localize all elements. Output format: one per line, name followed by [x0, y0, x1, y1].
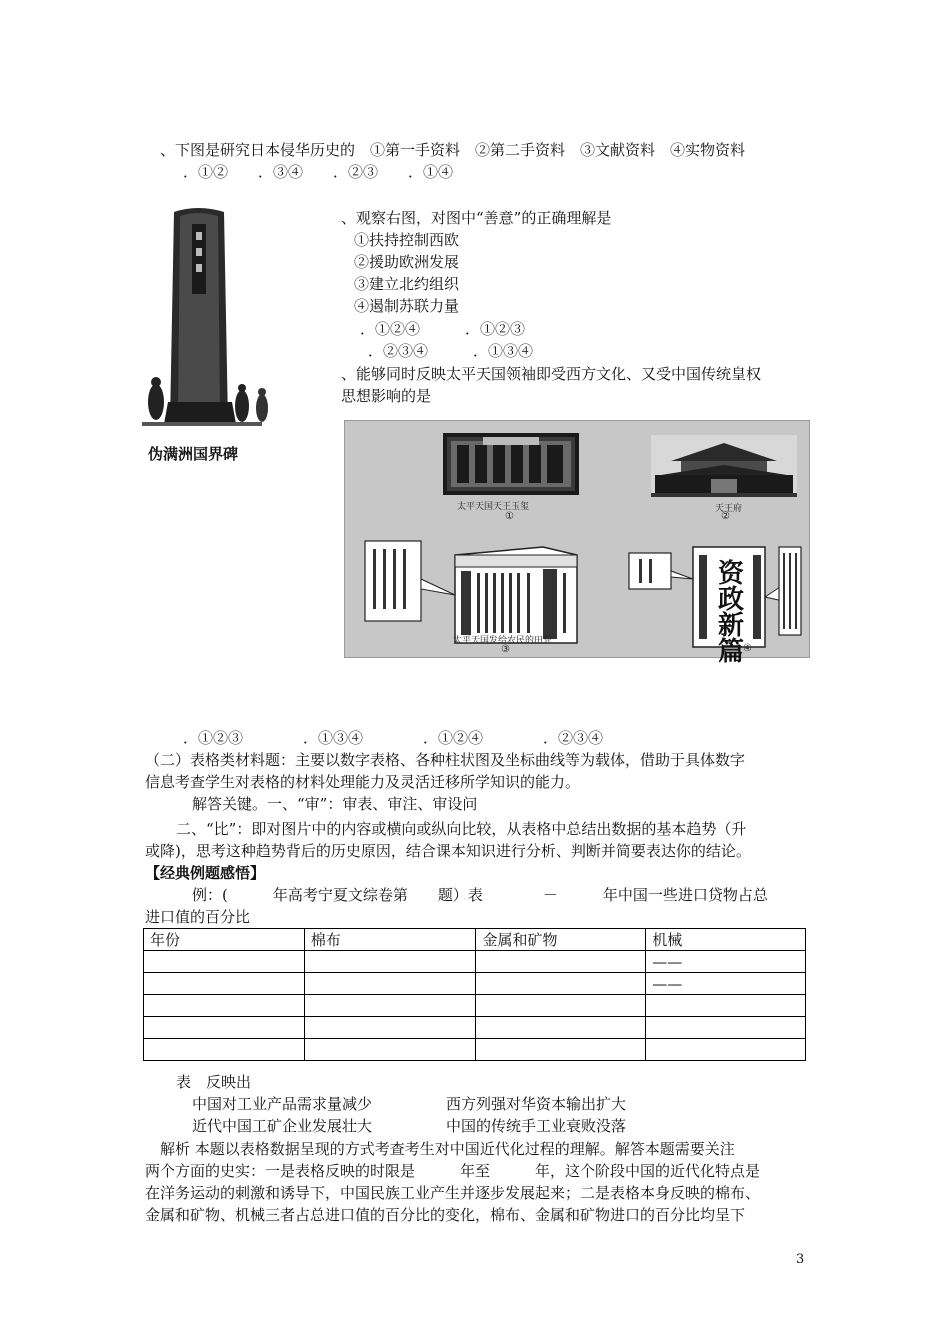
reflect-option-c: 近代中国工矿企业发展壮大 — [192, 1117, 373, 1135]
palace-image — [651, 435, 797, 497]
table-row — [144, 973, 806, 995]
analysis-line4: 金属和矿物、机械三者占总进口值的百分比的变化，棉布、金属和矿物进口的百分比均呈下 — [145, 1206, 746, 1224]
table-cell — [646, 995, 806, 1017]
image-num-3: ③ — [501, 644, 510, 655]
example-line1: 例：( 年高考宁夏文综卷第 题）表 － 年中国一些进口贷物占总 — [192, 886, 768, 904]
certificate-caption: 太平天国发给农民的田凭 — [453, 636, 553, 646]
analysis-line1: 解析 本题以表格数据呈现的方式考查考生对中国近代化过程的理解。解答本题需要关注 — [160, 1140, 735, 1158]
q2-options-row1: ．①②④ ．①②③ — [360, 320, 526, 338]
reflect-option-b: 西方列强对华资本输出扩大 — [446, 1095, 627, 1113]
q2-options-row2: ．②③④ ．①③④ — [368, 342, 534, 360]
table-cell — [144, 973, 305, 995]
zizheng-xinpian-title: 资政新篇 — [717, 559, 744, 667]
seal-image — [443, 433, 579, 495]
monument-photo — [112, 202, 287, 437]
q2-item-3: ③建立北约组织 — [354, 275, 460, 293]
table-cell: —— — [646, 973, 806, 995]
table-cell — [304, 995, 476, 1017]
q3-options: ．①②③ ．①③④ ．①②④ ．②③④ — [183, 729, 604, 747]
q3-stem-line2: 思想影响的是 — [341, 387, 432, 405]
q2-item-1: ①扶持控制西欧 — [354, 231, 460, 249]
reflect-title: 表 反映出 — [176, 1073, 252, 1091]
image-num-2: ② — [721, 511, 730, 522]
table-cell — [144, 995, 305, 1017]
reflect-option-a: 中国对工业产品需求量减少 — [192, 1095, 373, 1113]
reflect-option-d: 中国的传统手工业衰败没落 — [446, 1117, 627, 1135]
monument-caption: 伪满洲国界碑 — [148, 445, 239, 463]
q3-stem-line1: 、能够同时反映太平天国领袖即受西方文化、又受中国传统皇权 — [341, 365, 762, 383]
page-number: 3 — [796, 1252, 805, 1267]
table-cell — [144, 1039, 305, 1061]
analysis-line2: 两个方面的史实：一是表格反映的时限是 年至 年，这个阶段中国的近代化特点是 — [145, 1162, 761, 1180]
table-cell — [476, 973, 646, 995]
table-cell — [646, 1017, 806, 1039]
table-cell — [304, 1039, 476, 1061]
table-cell — [476, 1017, 646, 1039]
table-header-row — [144, 929, 806, 951]
table-cell — [144, 951, 305, 973]
table-cell — [304, 973, 476, 995]
palace-caption: 天王府 — [715, 504, 743, 514]
taiping-images-panel — [344, 420, 810, 667]
q2-stem: 、观察右图，对图中“善意”的正确理解是 — [341, 209, 612, 227]
table-cell: —— — [646, 951, 806, 973]
table-row — [144, 951, 806, 973]
key-point-2-line1: 二、“比”：即对图片中的内容或横向或纵向比较，从表格中总结出数据的基本趋势（升 — [176, 820, 747, 838]
q2-item-4: ④遏制苏联力量 — [354, 297, 460, 315]
table-cell — [646, 1039, 806, 1061]
q2-item-2: ②援助欧洲发展 — [354, 253, 460, 271]
q1-stem: 、下图是研究日本侵华历史的 ①第一手资料 ②第二手资料 ③文献资料 ④实物资料 — [160, 141, 746, 159]
key-point-1: 解答关键。一、“审”：审表、审注、审设问 — [192, 795, 478, 813]
analysis-line3: 在洋务运动的刺激和诱导下，中国民族工业产生并逐步发展起来；二是表格本身反映的棉布、 — [145, 1184, 761, 1202]
table-cell — [144, 1017, 305, 1039]
table-header-cotton: 棉布 — [304, 929, 476, 951]
section2-line2: 信息考查学生对表格的材料处理能力及灵活迁移所学知识的能力。 — [145, 773, 581, 791]
table-row — [144, 1039, 806, 1061]
table-cell — [476, 995, 646, 1017]
table-cell — [476, 1039, 646, 1061]
table-row — [144, 1017, 806, 1039]
table-header-machinery: 机械 — [646, 929, 806, 951]
table-header-metals: 金属和矿物 — [476, 929, 646, 951]
table-header-year: 年份 — [144, 929, 305, 951]
table-cell — [304, 951, 476, 973]
section2-line1: （二）表格类材料题：主要以数字表格、各种柱状图及坐标曲线等为载体，借助于具体数字 — [145, 751, 746, 769]
table-row — [144, 995, 806, 1017]
image-num-4: ④ — [743, 643, 752, 654]
table-cell — [304, 1017, 476, 1039]
q1-options: ．①② ．③④ ．②③ ．①④ — [183, 163, 454, 181]
seal-caption: 太平天国天王玉玺 — [457, 502, 530, 512]
import-table — [143, 928, 806, 1061]
image-num-1: ① — [505, 511, 514, 522]
key-point-2-line2: 或降)，思考这种趋势背后的历史原因，结合课本知识进行分析、判断并简要表达你的结论。 — [145, 842, 751, 860]
example-line2: 进口值的百分比 — [145, 908, 251, 926]
classic-examples-heading: 【经典例题感悟】 — [145, 864, 266, 882]
table-cell — [476, 951, 646, 973]
